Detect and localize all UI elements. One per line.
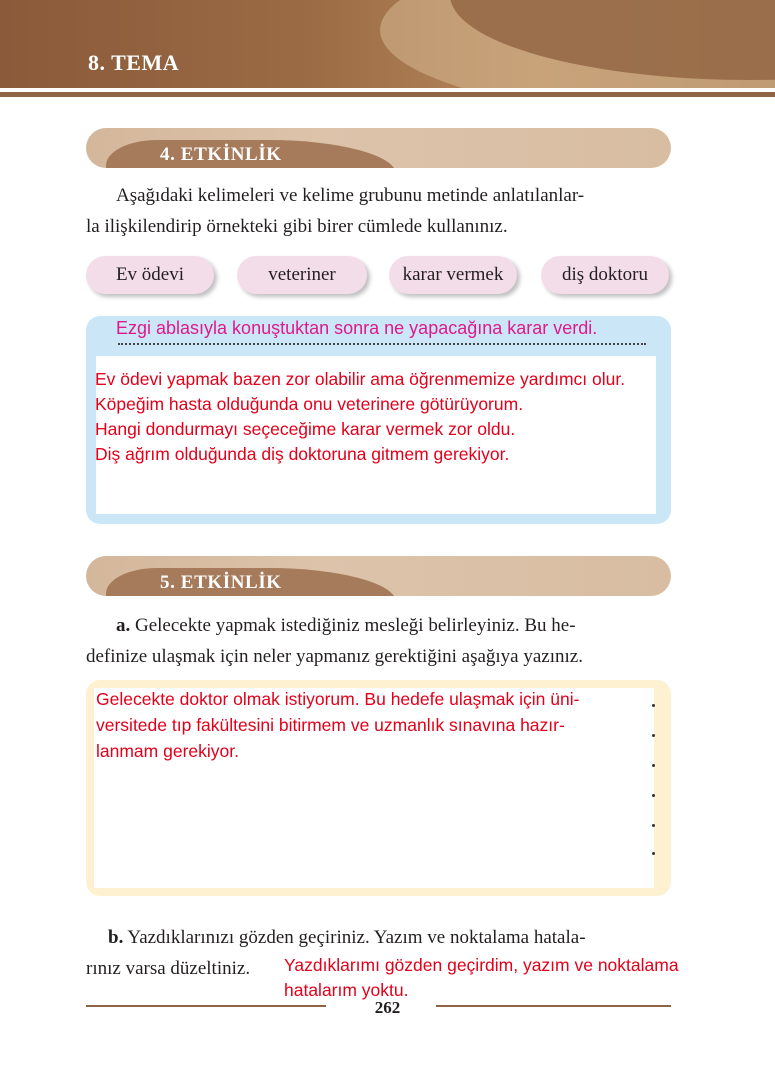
dotted-line-marker xyxy=(652,794,655,797)
dotted-line-marker xyxy=(652,824,655,827)
answer-line: Hangi dondurmayı seçeceğime karar vermek zor oldu. xyxy=(95,419,516,439)
instruction-line: la ilişkilendirip örnekteki gibi birer cümlede kullanınız. xyxy=(86,216,508,237)
part-a-line: definize ulaşmak için neler yapmanız gerektiğini aşağıya yazınız. xyxy=(86,646,583,667)
header-divider xyxy=(0,92,775,97)
activity5-answer-a xyxy=(96,686,579,764)
activity5-answer-b xyxy=(284,953,679,1003)
answer-line: Diş ağrım olduğunda diş doktoruna gitmem gerekiyor. xyxy=(95,444,510,464)
theme-title: 8. TEMA xyxy=(88,50,180,75)
answer-line: hatalarım yoktu. xyxy=(284,980,409,1000)
part-b-line: rınız varsa düzeltiniz. xyxy=(86,958,251,979)
activity4-instruction xyxy=(86,180,671,242)
dotted-line-marker xyxy=(652,852,655,855)
answer-line: Gelecekte doktor olmak istiyorum. Bu hedefe ulaşmak için üni- xyxy=(96,689,580,709)
activity5-part-a xyxy=(86,610,671,672)
part-a-text: Gelecekte yapmak istediğiniz mesleği belirleyiniz. Bu he- xyxy=(135,615,576,636)
part-b-text: Yazdıklarınızı gözden geçiriniz. Yazım ve noktalama hatala- xyxy=(127,927,586,948)
word-pill-veteriner: veteriner xyxy=(237,256,367,294)
dotted-line-marker xyxy=(652,734,655,737)
example-sentence: Ezgi ablasıyla konuştuktan sonra ne yapacağına karar verdi. xyxy=(116,318,598,338)
activity5-title: 5. ETKİNLİK xyxy=(160,572,282,593)
answer-line: Ev ödevi yapmak bazen zor olabilir ama öğrenmemize yardımcı olur. xyxy=(95,369,626,389)
page-number: 262 xyxy=(374,998,401,1017)
answer-line: Yazdıklarımı gözden geçirdim, yazım ve noktalama xyxy=(284,955,679,975)
answer-line: Köpeğim hasta olduğunda onu veterinere götürüyorum. xyxy=(95,394,524,414)
part-b-label: b. xyxy=(108,927,124,948)
dotted-line-marker xyxy=(652,764,655,767)
dotted-line-marker xyxy=(652,704,655,707)
word-pill-dis-doktoru: diş doktoru xyxy=(541,256,669,294)
part-a-line xyxy=(86,610,671,641)
word-pill-karar-vermek: karar vermek xyxy=(389,256,517,294)
instruction-line: Aşağıdaki kelimeleri ve kelime grubunu metinde anlatılanlar- xyxy=(116,185,585,206)
activity4-title: 4. ETKİNLİK xyxy=(160,144,282,165)
activity4-answers xyxy=(95,367,625,467)
part-a-label: a. xyxy=(116,615,131,636)
word-pill-ev-odevi: Ev ödevi xyxy=(86,256,214,294)
part-b-line xyxy=(86,922,671,953)
example-dotted-line xyxy=(118,343,646,345)
answer-line: versitede tıp fakültesini bitirmem ve uzmanlık sınavına hazır- xyxy=(96,715,565,735)
answer-line: lanmam gerekiyor. xyxy=(96,741,239,761)
